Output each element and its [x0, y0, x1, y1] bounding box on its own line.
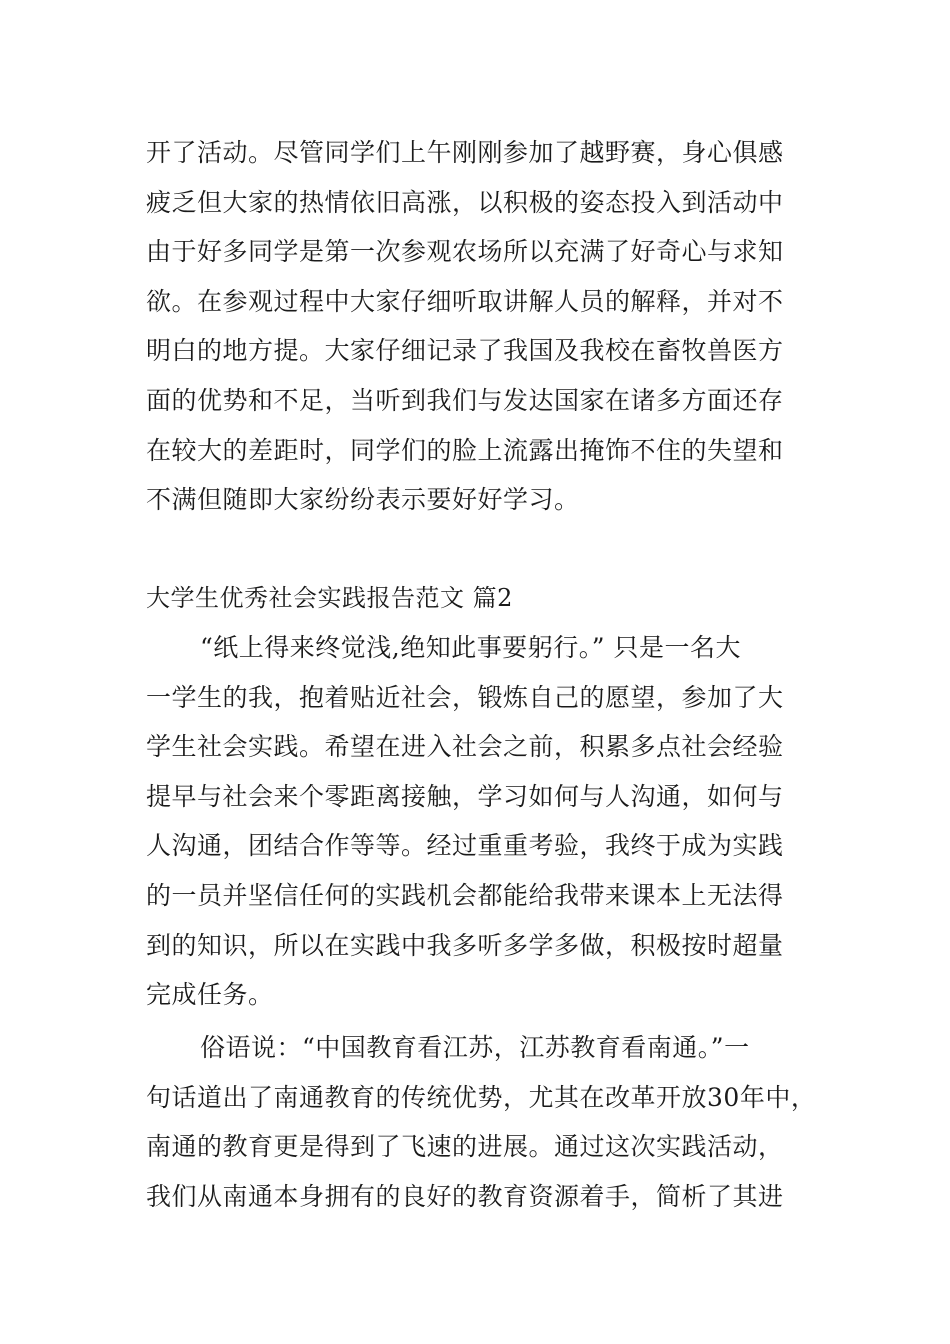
paragraph-line: 一学生的我，抱着贴近社会，锻炼自己的愿望，参加了大 — [146, 682, 784, 712]
paragraph-2 — [146, 623, 816, 1020]
paragraph-line: 人沟通，团结合作等等。经过重重考验，我终于成为实践 — [146, 831, 784, 861]
paragraph-line: 面的优势和不足，当听到我们与发达国家在诸多方面还存 — [146, 385, 784, 415]
paragraph-line: 欲。在参观过程中大家仔细听取讲解人员的解释，并对不 — [146, 286, 784, 316]
paragraph-line: 疲乏但大家的热情依旧高涨，以积极的姿态投入到活动中 — [146, 187, 784, 217]
section-heading: 大学生优秀社会实践报告范文 篇2 — [146, 584, 513, 612]
paragraph-line: “纸上得来终觉浅,绝知此事要躬行。” 只是一名大 — [200, 633, 741, 662]
paragraph-line: 学生社会实践。希望在进入社会之前，积累多点社会经验 — [146, 732, 784, 762]
paragraph-line: 开了活动。尽管同学们上午刚刚参加了越野赛，身心俱感 — [146, 138, 784, 167]
paragraph-1 — [146, 128, 816, 525]
paragraph-line: 南通的教育更是得到了飞速的进展。通过这次实践活动， — [146, 1132, 784, 1162]
paragraph-line: 不满但随即大家纷纷表示要好好学习。 — [146, 485, 580, 515]
paragraph-line: 完成任务。 — [146, 980, 274, 1010]
paragraph-line: 由于好多同学是第一次参观农场所以充满了好奇心与求知 — [146, 237, 784, 267]
paragraph-line: 我们从南通本身拥有的良好的教育资源着手，简析了其进 — [146, 1181, 784, 1211]
paragraph-line: 明白的地方提。大家仔细记录了我国及我校在畜牧兽医方 — [146, 336, 784, 366]
paragraph-3 — [146, 1023, 816, 1221]
paragraph-line: 提早与社会来个零距离接触，学习如何与人沟通，如何与 — [146, 781, 784, 811]
paragraph-line: 的一员并坚信任何的实践机会都能给我带来课本上无法得 — [146, 880, 784, 910]
paragraph-line: 到的知识，所以在实践中我多听多学多做，积极按时超量 — [146, 930, 784, 960]
paragraph-line: 在较大的差距时，同学们的脸上流露出掩饰不住的失望和 — [146, 435, 784, 465]
paragraph-line: 句话道出了南通教育的传统优势，尤其在改革开放30年中， — [146, 1082, 817, 1112]
paragraph-line: 俗语说：“中国教育看江苏，江苏教育看南通。”一 — [200, 1033, 750, 1062]
